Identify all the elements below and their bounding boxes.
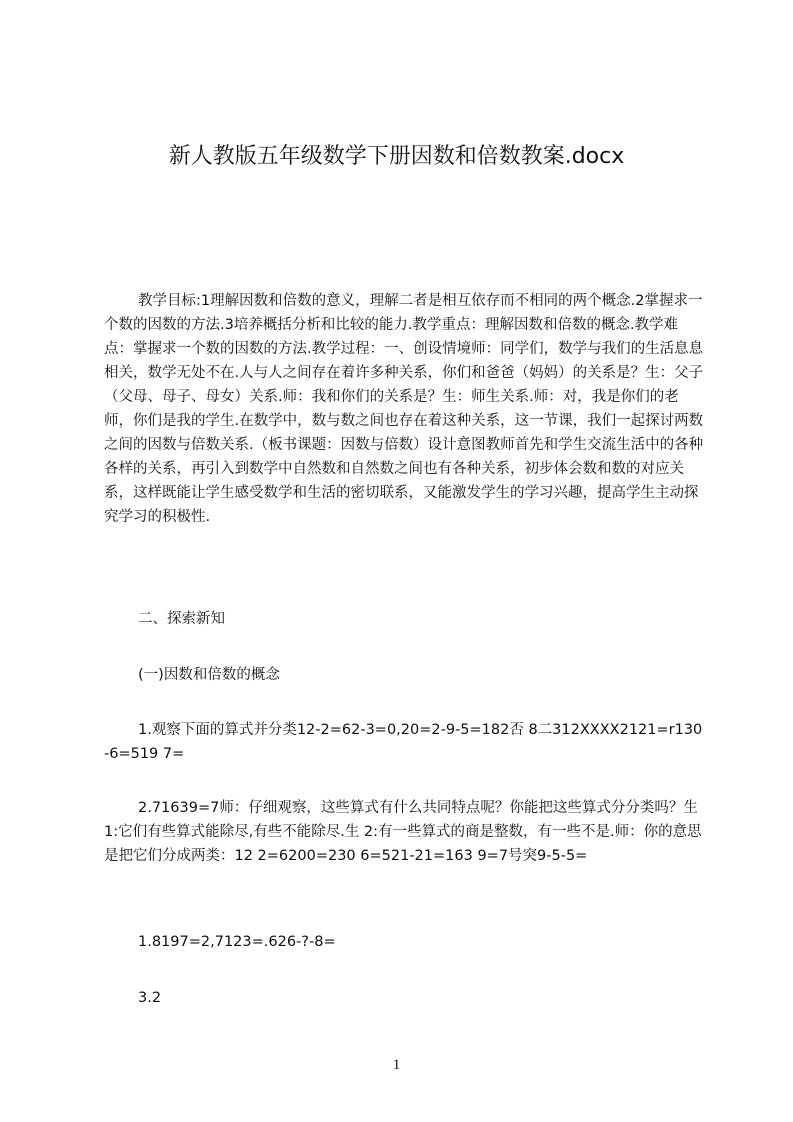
- paragraph-classify-equations: 2.71639=7师：仔细观察，这些算式有什么共同特点呢？你能把这些算式分分类吗？生1:它们有些算式能除尽,有些不能除尽.生 2:有一些算式的商是整数，有一些不是.师：你的意思是把它们分成两类：12 2=6200=230 6=521-21=163 9=7号突9-5-5=: [104, 800, 702, 864]
- section-heading-explore: 二、探索新知: [138, 611, 225, 627]
- page-number: 1: [392, 1057, 401, 1073]
- paragraph-observe-equations: 1.观察下面的算式并分类12-2=62-3=0,20=2-9-5=182否 8二312XXXX2121=r130-6=519 7=: [104, 722, 703, 762]
- paragraph-equation-list: 1.8197=2,7123=.626-?-8=: [138, 934, 336, 950]
- paragraph-item-3-2: 3.2: [138, 990, 162, 1006]
- paragraph-teaching-goals: 教学目标:1理解因数和倍数的意义，理解二者是相互依存而不相同的两个概念.2掌握求一个数的因数的方法.3培养概括分析和比较的能力.教学重点：理解因数和倍数的概念.教学难点：掌握求一个数的因数的方法.教学过程：一、创设情境师：同学们，数学与我们的生活息息相关，数学无处不在.人与人之间存在着许多种关系，你们和爸爸（妈妈）的关系是？生：父子（父母、母子、母女）关系.师：我和你们的关系是？生：师生关系.师：对，我是你们的老师，你们是我的学生.在数学中，数与数之间也存在着这种关系，这一节课，我们一起探讨两数之间的因数与倍数关系.（板书课题：因数与倍数）设计意图教师首先和学生交流生活中的各种各样的关系，再引入到数学中自然数和自然数之间也有各种关系，初步体会数和数的对应关系，这样既能让学生感受数学和生活的密切联系，又能激发学生的学习兴趣，提高学生主动探究学习的积极性.: [104, 293, 704, 525]
- document-title: 新人教版五年级数学下册因数和倍数教案.docx: [168, 144, 625, 169]
- subsection-heading-concepts: (一)因数和倍数的概念: [138, 667, 280, 683]
